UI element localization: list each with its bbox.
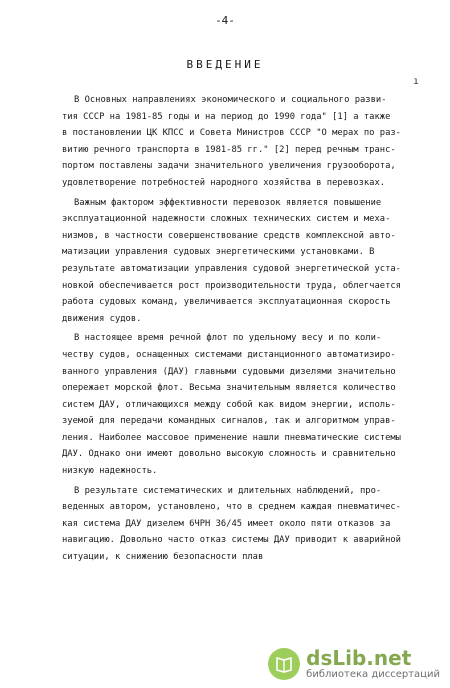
text-line: движения судов. <box>62 313 142 324</box>
text-line: ления. Наиболее массовое применение нашли пневматические системы <box>62 432 401 443</box>
text-line: матизации управления судовых энергетическими установками. В <box>62 247 375 258</box>
text-line: систем ДАУ, отличающихся между собой как видом энергии, исполь- <box>62 399 396 410</box>
book-icon <box>268 648 300 680</box>
text-line: веденных автором, установлено, что в среднем каждая пневматичес- <box>62 502 401 513</box>
text-line: Важным фактором эффективности перевозок является повышение <box>74 197 382 208</box>
text-line: В результате систематических и длительных наблюдений, про- <box>74 485 382 496</box>
paragraph <box>62 483 414 566</box>
body-text <box>62 92 414 569</box>
section-title: ВВЕДЕНИЕ <box>186 58 264 71</box>
margin-mark: ı <box>413 76 420 87</box>
page-number: -4- <box>215 14 235 27</box>
text-line: зуемой для передачи командных сигналов, так и алгоритмом управ- <box>62 416 396 427</box>
paragraph <box>62 330 414 479</box>
text-line: низкую надежность. <box>62 466 158 477</box>
text-line: кая система ДАУ дизелем 6ЧРН 36/45 имеет около пяти отказов за <box>62 518 391 529</box>
text-line: навигацию. Довольно часто отказ системы ДАУ приводит к аварийной <box>62 535 401 546</box>
watermark-subtitle: библиотека диссертаций <box>306 669 440 680</box>
text-line: ванного управления (ДАУ) главными судовыми дизелями значительно <box>62 366 396 377</box>
text-line: тия СССР на 1981-85 годы и на период до 1990 года" [1] а также <box>62 111 391 122</box>
text-line: ДАУ. Однако они имеют довольно высокую сложность и сравнительно <box>62 449 396 460</box>
text-line: удовлетворение потребностей народного хозяйства в перевозках. <box>62 177 386 188</box>
text-line: ситуации, к снижению безопасности плав <box>62 552 264 563</box>
text-line: опережает морской флот. Весьма значительным является количество <box>62 383 396 394</box>
paragraph <box>62 92 414 192</box>
text-line: В Основных направлениях экономического и социального разви- <box>74 95 387 105</box>
text-line: низмов, в частности совершенствование средств комплексной авто- <box>62 230 396 241</box>
text-line: новкой обеспечивается рост производительности труда, облегчается <box>62 280 401 291</box>
text-line: портом поставлены задачи значительного увеличения грузооборота, <box>62 161 396 172</box>
watermark[interactable] <box>268 647 440 680</box>
text-line: эксплуатационной надежности сложных технических систем и меха- <box>62 214 391 225</box>
text-line: честву судов, оснащенных системами дистанционного автоматизиро- <box>62 349 396 360</box>
watermark-domain: dsLib.net <box>306 646 412 670</box>
text-line: в постановлении ЦК КПСС и Совета Министров СССР "О мерах по раз- <box>62 128 401 139</box>
text-line: В настоящее время речной флот по удельному весу и по коли- <box>74 333 382 344</box>
text-line: результате автоматизации управления судовой энергетической уста- <box>62 263 401 274</box>
text-line: витию речного транспорта в 1981-85 гг." [2] перед речным транс- <box>62 144 396 155</box>
text-line: работа судовых команд, увеличивается эксплуатационная скорость <box>62 297 391 308</box>
paragraph <box>62 195 414 328</box>
